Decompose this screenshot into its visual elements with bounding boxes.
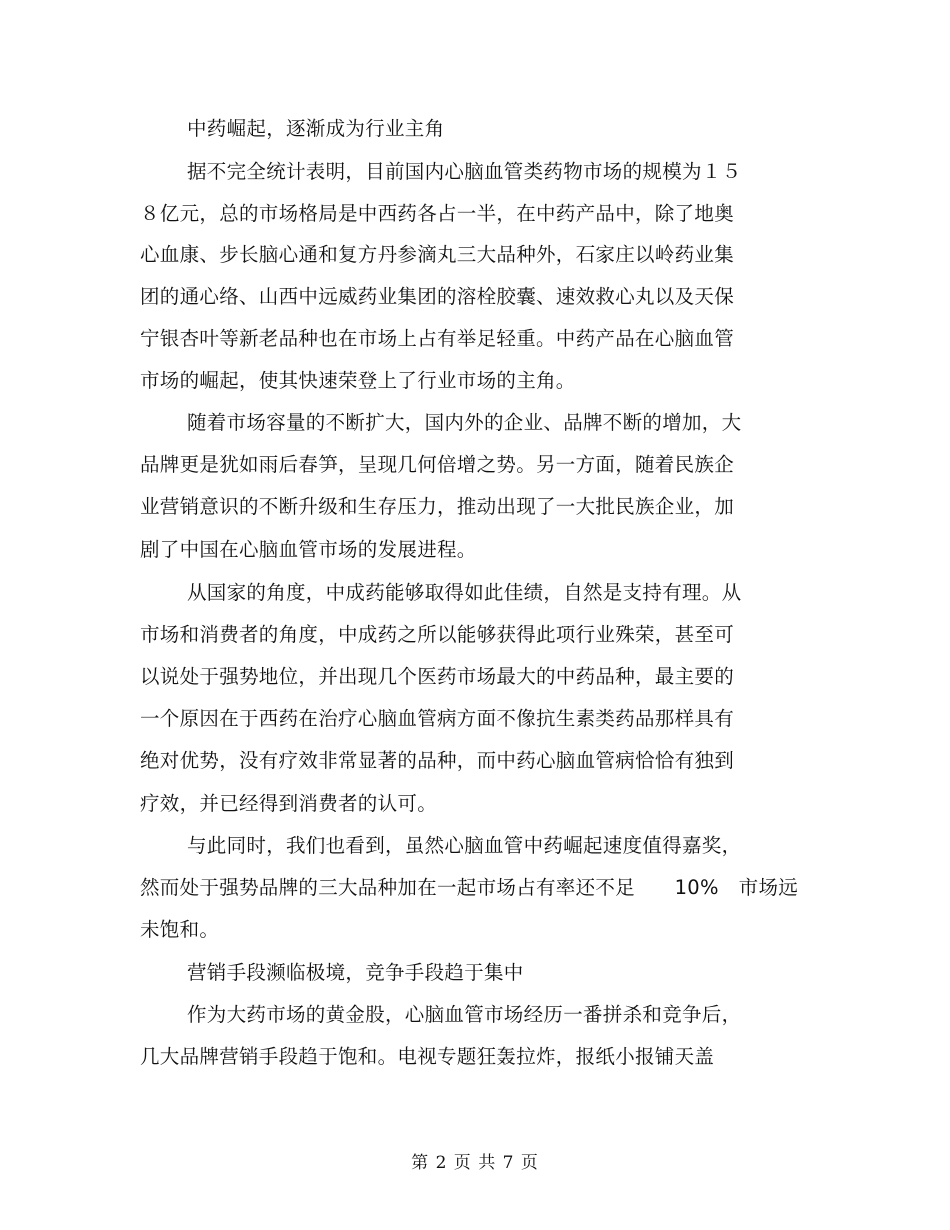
section-heading: 中药崛起，逐渐成为行业主角	[187, 117, 445, 140]
paragraph-line: 据不完全统计表明，目前国内心脑血管类药物市场的规模为１５	[187, 160, 742, 183]
paragraph-line: 一个原因在于西药在治疗心脑血管病方面不像抗生素类药品那样具有	[140, 707, 735, 730]
paragraph-line: 随着市场容量的不断扩大，国内外的企业、品牌不断的增加，大	[187, 411, 742, 434]
paragraph-line: 与此同时，我们也看到，虽然心脑血管中药崛起速度值得嘉奖，	[187, 834, 742, 857]
paragraph-line: 团的通心络、山西中远威药业集团的溶栓胶囊、速效救心丸以及天保	[140, 285, 735, 308]
paragraph-line: 绝对优势，没有疗效非常显著的品种，而中药心脑血管病恰恰有独到	[140, 749, 735, 772]
paragraph-line: 宁银杏叶等新老品种也在市场上占有举足轻重。中药产品在心脑血管	[140, 327, 735, 350]
page-number-footer: 第 2 页 共 7 页	[411, 1153, 539, 1173]
section-heading: 营销手段濒临极境，竞争手段趋于集中	[187, 961, 524, 984]
paragraph-line: 几大品牌营销手段趋于饱和。电视专题狂轰拉炸，报纸小报铺天盖	[140, 1045, 715, 1068]
paragraph-line: 然而处于强势品牌的三大品种加在一起市场占有率还不足 10% 市场远	[140, 876, 799, 899]
paragraph-line: 心血康、步长脑心通和复方丹参滴丸三大品种外，石家庄以岭药业集	[140, 243, 735, 266]
paragraph-line: 疗效，并已经得到消费者的认可。	[140, 792, 438, 815]
paragraph-line: 品牌更是犹如雨后春笋，呈现几何倍增之势。另一方面，随着民族企	[140, 453, 735, 476]
paragraph-line: 从国家的角度，中成药能够取得如此佳绩，自然是支持有理。从	[187, 581, 742, 604]
paragraph-line: 市场的崛起，使其快速荣登上了行业市场的主角。	[140, 369, 576, 392]
paragraph-line: 业营销意识的不断升级和生存压力，推动出现了一大批民族企业，加	[140, 495, 735, 518]
paragraph-line: 未饱和。	[140, 918, 220, 941]
paragraph-line: ８亿元，总的市场格局是中西药各占一半，在中药产品中，除了地奥	[140, 202, 735, 225]
paragraph-line: 以说处于强势地位，并出现几个医药市场最大的中药品种，最主要的	[140, 665, 735, 688]
paragraph-line: 剧了中国在心脑血管市场的发展进程。	[140, 538, 477, 561]
paragraph-line: 作为大药市场的黄金股，心脑血管市场经历一番拼杀和竞争后，	[187, 1003, 742, 1026]
paragraph-line: 市场和消费者的角度，中成药之所以能够获得此项行业殊荣，甚至可	[140, 623, 735, 646]
